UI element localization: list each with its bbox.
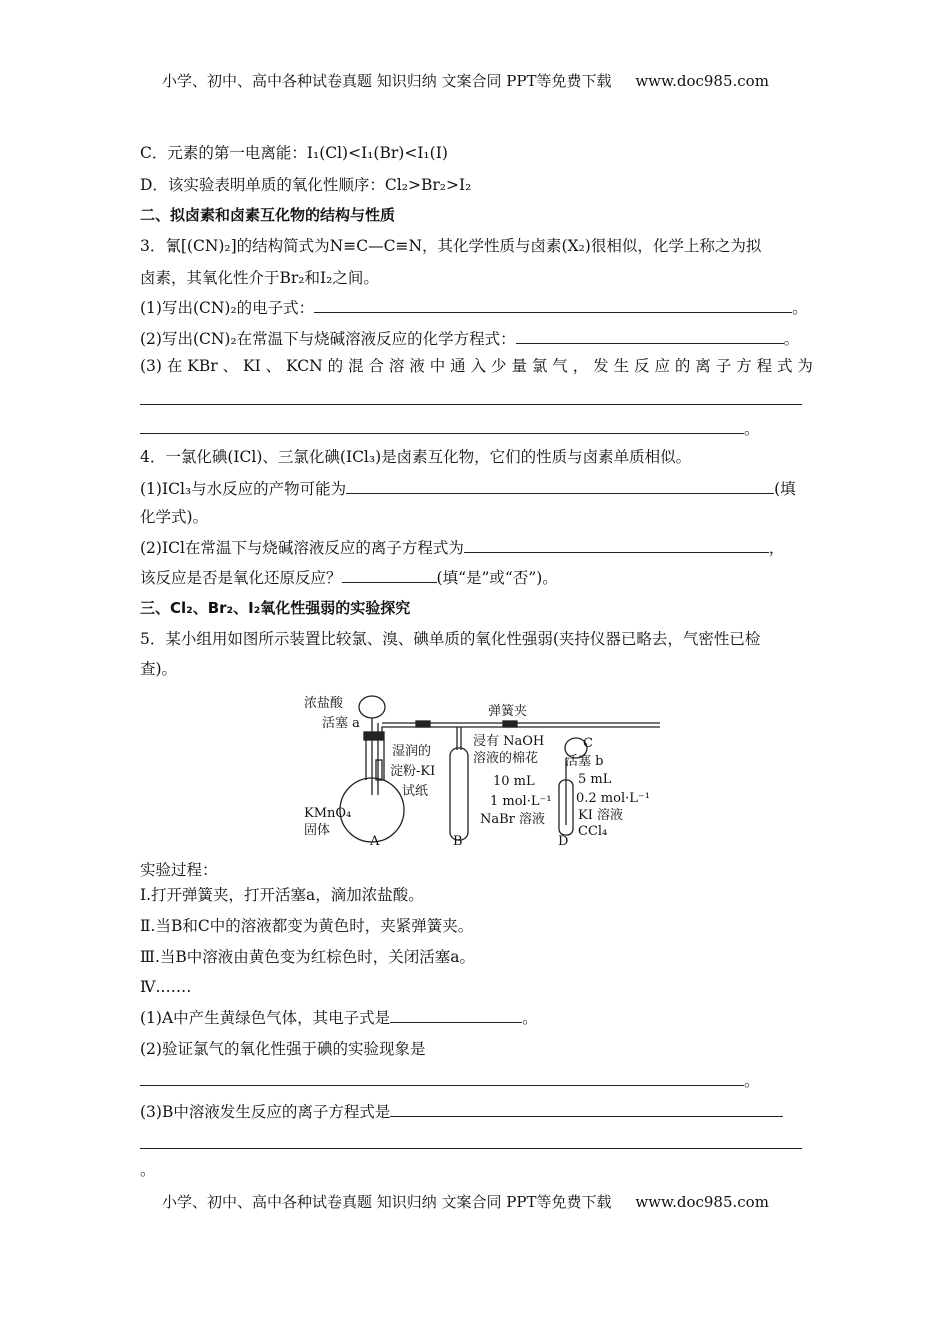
footer-site: www.doc985.com [635,1193,769,1211]
procedure-heading: 实验过程： [140,861,218,879]
label-paper-2: 淀粉-KI [390,764,436,779]
q5-text-cont: 查)。 [140,660,178,678]
q4-1-text: (1)ICl₃与水反应的产物可能为 [140,480,347,498]
label-c: C [583,736,593,751]
q3-text: 3．氰[(CN)₂]的结构简式为N≡C—C≡N，其化学性质与卤素(X₂)很相似，化学上称之为拟 [140,237,762,255]
q3-3-text: (3) 在 KBr 、 KI 、 KCN 的 混 合 溶 液 中 通 入 少 量 氯 气 ， 发 生 反 应 的 离 子 方 程 式 为 [140,357,813,375]
period: 。 [744,420,760,438]
test-paper [376,760,382,780]
answer-blank[interactable] [390,1007,522,1023]
option-c: C．元素的第一电离能：I₁(Cl)<I₁(Br)<I₁(I) [140,144,448,162]
q4-2b-text: 该反应是否是氧化还原反应？ [140,569,342,587]
answer-blank[interactable] [516,328,784,344]
q4-1-cont: 化学式)。 [140,508,209,526]
q4-1 [140,478,796,499]
period: 。 [783,330,800,348]
q3-2-text: (2)写出(CN)₂在常温下与烧碱溶液反应的化学方程式： [140,330,516,348]
answer-blank[interactable] [314,297,792,313]
footer-text: 小学、初中、高中各种试卷真题 知识归纳 文案合同 PPT等免费下载 [162,1193,612,1211]
q5-2-text: (2)验证氯气的氧化性强于碘的实验现象是 [140,1040,426,1058]
q5-text: 5．某小组用如图所示装置比较氯、溴、碘单质的氧化性强弱(夹持仪器已略去，气密性已检 [140,630,761,648]
label-d-volume: 5 mL [578,772,612,787]
answer-blank[interactable] [390,1101,783,1117]
answer-blank[interactable] [346,478,774,494]
q3-2 [140,328,799,349]
q4-2b-end: (填“是”或“否”)。 [436,569,558,587]
comma: ， [768,539,785,557]
label-stopcock-a: 活塞 a [322,716,360,731]
q5-1 [140,1007,538,1028]
step-3: Ⅲ.当B中溶液由黄色变为红棕色时，关闭活塞a。 [140,948,476,966]
label-d-solution: KI 溶液 [578,808,623,823]
label-cotton: 溶液的棉花 [473,751,539,766]
page-header [162,70,769,91]
label-d: D [558,834,569,849]
header-site: www.doc985.com [635,72,769,90]
header-text: 小学、初中、高中各种试卷真题 知识归纳 文案合同 PPT等免费下载 [162,72,612,90]
label-kmno4: KMnO₄ [304,806,352,821]
label-b-conc: 1 mol·L⁻¹ [490,794,552,809]
label-ccl4: CCl₄ [578,824,608,839]
option-d: D．该实验表明单质的氧化性顺序：Cl₂>Br₂>I₂ [140,176,472,194]
q4-2-text: (2)ICl在常温下与烧碱溶液反应的离子方程式为 [140,539,464,557]
section-3-heading: 三、Cl₂、Br₂、I₂氧化性强弱的实验探究 [140,599,411,617]
step-2: Ⅱ.当B和C中的溶液都变为黄色时，夹紧弹簧夹。 [140,917,474,935]
q3-text-cont: 卤素，其氧化性介于Br₂和I₂之间。 [140,269,379,287]
q5-3 [140,1101,783,1122]
period: 。 [140,1161,156,1179]
label-b-solution: NaBr 溶液 [480,812,546,827]
q5-3-text: (3)B中溶液发生反应的离子方程式是 [140,1103,391,1121]
q3-1 [140,297,808,318]
q5-1-text: (1)A中产生黄绿色气体，其电子式是 [140,1009,391,1027]
q4-2-cont [140,567,558,588]
q4-text: 4．一氯化碘(ICl)、三氯化碘(ICl₃)是卤素互化物，它们的性质与卤素单质相似。 [140,448,692,466]
period: 。 [792,299,808,317]
label-naoh: 浸有 NaOH [473,734,545,749]
answer-blank[interactable] [342,567,437,583]
step-4: Ⅳ.…… [140,978,192,996]
q3-1-text: (1)写出(CN)₂的电子式： [140,299,315,317]
label-solid: 固体 [304,823,331,838]
page-footer [162,1191,769,1212]
q4-2 [140,537,784,558]
answer-blank[interactable] [140,1070,744,1086]
answer-line[interactable] [140,403,802,405]
answer-line[interactable] [140,1147,802,1149]
period: 。 [522,1009,538,1027]
answer-blank[interactable] [464,537,769,553]
step-1: Ⅰ.打开弹簧夹，打开活塞a，滴加浓盐酸。 [140,886,424,904]
label-a: A [370,834,380,849]
q4-1-end: (填 [774,480,796,498]
label-hcl: 浓盐酸 [304,696,344,711]
section-2-heading: 二、拟卤素和卤素互化物的结构与性质 [140,206,396,224]
label-clamp: 弹簧夹 [488,704,528,719]
label-b-volume: 10 mL [493,774,535,789]
label-paper-1: 湿润的 [392,744,432,759]
answer-blank[interactable] [140,418,744,434]
label-d-conc: 0.2 mol·L⁻¹ [576,791,650,806]
apparatus-diagram [300,685,660,850]
label-b: B [453,834,463,849]
label-paper-3: 试纸 [402,784,429,799]
dropping-funnel [359,696,385,718]
period: 。 [744,1072,760,1090]
label-stopcock-b: 活塞 b [565,754,604,769]
test-tube-b [450,748,468,840]
